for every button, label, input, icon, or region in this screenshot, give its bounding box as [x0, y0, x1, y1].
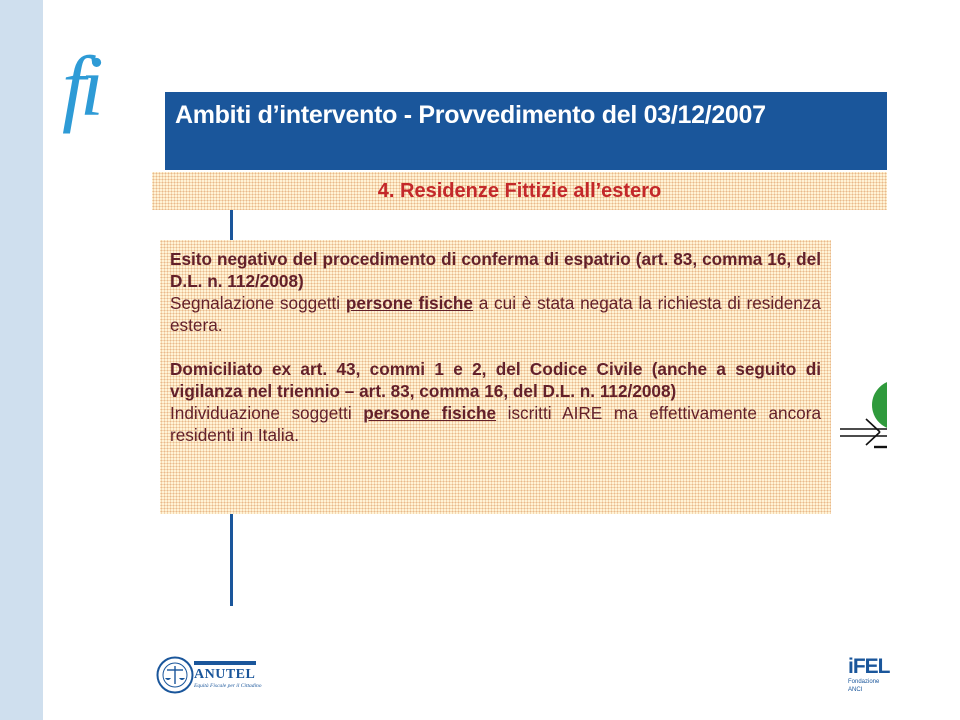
slide-edge-mask: [887, 360, 960, 480]
slide-title: Ambiti d’intervento - Provvedimento del 03/12/2007: [175, 101, 766, 129]
paragraph-gap: [170, 336, 821, 358]
slide-subtitle: 4. Residenze Fittizie all’estero: [377, 180, 662, 202]
block-2-heading: Domiciliato ex art. 43, commi 1 e 2, del Codice Civile (anche a seguito di vigilanza nel triennio – art. 83, comma 16, del D.L. n. 112/2008): [170, 359, 821, 401]
block-2-text-after: iscritti AIRE ma effettivamente ancora residenti in Italia.: [170, 403, 822, 445]
anutel-name: ANUTEL: [194, 667, 256, 682]
block-1-heading: Esito negativo del procedimento di conferma di espatrio (art. 83, comma 16, del D.L. n. 112/2008): [170, 249, 821, 291]
ifel-subtitle: Fondazione ANCI: [848, 679, 880, 693]
ifel-logo: [848, 656, 890, 696]
block-2: [170, 358, 821, 446]
fi-logo: fi: [62, 38, 98, 134]
content-box: [160, 240, 831, 514]
anutel-logo: [156, 656, 262, 694]
block-2-text-before: Individuazione soggetti: [170, 403, 364, 423]
block-1-underlined: persone fisiche: [345, 293, 473, 313]
anutel-tagline: Equità Fiscale per il Cittadino: [194, 683, 262, 689]
block-1-text-before: Segnalazione soggetti: [170, 293, 346, 313]
title-bar: [165, 92, 887, 170]
block-1-text-after: a cui è stata negata la richiesta di residenza estera.: [170, 293, 821, 335]
block-2-underlined: persone fisiche: [363, 403, 497, 423]
left-sidebar-strip: [0, 0, 43, 720]
block-1: [170, 248, 821, 336]
subtitle-band: [152, 172, 887, 210]
arrow-icon: [840, 415, 887, 451]
ifel-name: iFEL: [848, 655, 890, 678]
